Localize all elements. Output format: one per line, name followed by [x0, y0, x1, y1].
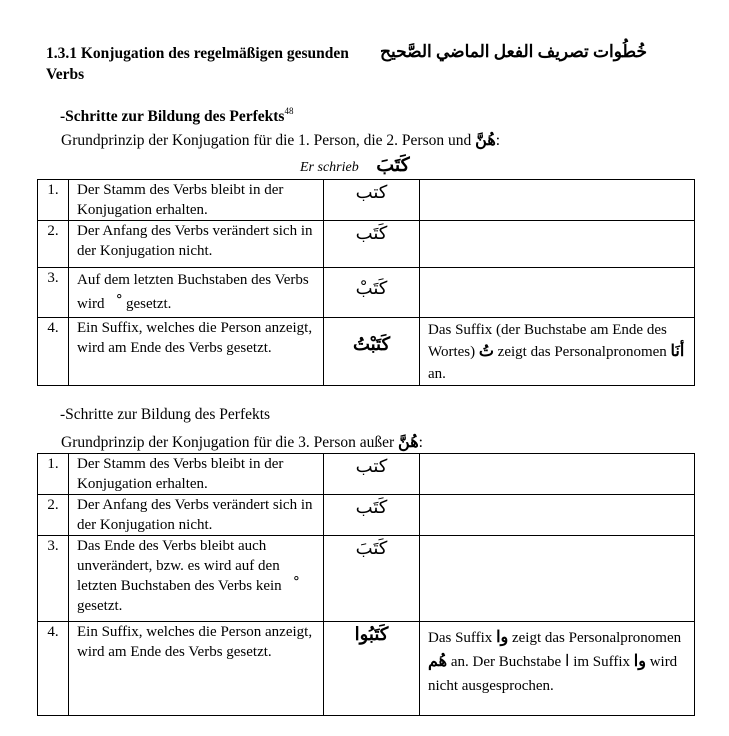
sukun-sign	[108, 292, 122, 316]
row-description: Ein Suffix, welches die Person anzeigt, wird am Ende des Verbs gesetzt.	[69, 622, 324, 716]
row-description: Ein Suffix, welches die Person anzeigt, wird am Ende des Verbs gesetzt.	[69, 318, 324, 386]
row-arabic: كتب	[324, 180, 420, 221]
row-note	[420, 495, 695, 536]
footnote-marker: 48	[284, 106, 294, 116]
table-row	[38, 268, 695, 318]
row-description: Der Anfang des Verbs verändert sich in der Konjugation nicht.	[69, 221, 324, 268]
row-description: Auf dem letzten Buchstaben des Verbs wird gesetzt.	[69, 268, 324, 318]
example-arabic: كَتَبَ	[376, 155, 410, 176]
table-row	[38, 495, 695, 536]
row-number: 1.	[38, 454, 69, 495]
section2-principle: Grundprinzip der Konjugation für die 3. Person außer هُنَّ:	[61, 434, 423, 451]
section-title-arabic: خُطُوات تصريف الفعل الماضي الصَّحيح	[380, 42, 647, 61]
row-number: 3.	[38, 268, 69, 318]
table-row	[38, 180, 695, 221]
row-description: Der Anfang des Verbs verändert sich in der Konjugation nicht.	[69, 495, 324, 536]
section2-heading: -Schritte zur Bildung des Perfekts	[60, 406, 271, 423]
pronoun-hunna: هُنَّ	[475, 132, 496, 149]
section1-principle: Grundprinzip der Konjugation für die 1. Person, die 2. Person und هُنَّ:	[61, 132, 501, 149]
row-note: Das Suffix وا zeigt das Personalpronomen هُم an. Der Buchstabe ا im Suffix وا wird nicht ausgesprochen.	[420, 622, 695, 716]
table-row	[38, 318, 695, 386]
conjugation-table-2	[37, 453, 695, 716]
row-note	[420, 454, 695, 495]
row-number: 3.	[38, 536, 69, 622]
row-note	[420, 536, 695, 622]
table-row	[38, 536, 695, 622]
row-note: Das Suffix (der Buchstabe am Ende des Wortes) تُ zeigt das Personalpronomen أنَا an.	[420, 318, 695, 386]
row-description: Das Ende des Verbs bleibt auch unverändert, bzw. es wird auf den letzten Buchstaben des Verbs kein gesetzt.	[69, 536, 324, 622]
row-arabic: كَتَبَ	[324, 536, 420, 622]
row-arabic: كَتَبْتُ	[324, 318, 420, 386]
table-row	[38, 622, 695, 716]
row-number: 4.	[38, 318, 69, 386]
example-verb	[300, 154, 410, 177]
row-arabic: كَتَبُوا	[324, 622, 420, 716]
row-number: 2.	[38, 221, 69, 268]
row-number: 1.	[38, 180, 69, 221]
row-arabic: كتب	[324, 454, 420, 495]
row-note	[420, 221, 695, 268]
row-note	[420, 268, 695, 318]
row-arabic: كَتَب	[324, 221, 420, 268]
row-arabic: كَتَبْ	[324, 268, 420, 318]
row-number: 2.	[38, 495, 69, 536]
row-description: Der Stamm des Verbs bleibt in der Konjugation erhalten.	[69, 454, 324, 495]
row-number: 4.	[38, 622, 69, 716]
row-arabic: كَتَب	[324, 495, 420, 536]
table-row	[38, 221, 695, 268]
row-note	[420, 180, 695, 221]
section1-heading: -Schritte zur Bildung des Perfekts$^{48}$	[60, 106, 294, 125]
sukun-sign	[285, 576, 299, 596]
row-description: Der Stamm des Verbs bleibt in der Konjugation erhalten.	[69, 180, 324, 221]
example-german: Er schrieb	[300, 160, 359, 175]
pronoun-hunna: هُنَّ	[398, 434, 419, 451]
conjugation-table-1	[37, 179, 695, 386]
table-row	[38, 454, 695, 495]
section-title-german: 1.3.1 Konjugation des regelmäßigen gesunden Verbs	[46, 45, 349, 83]
